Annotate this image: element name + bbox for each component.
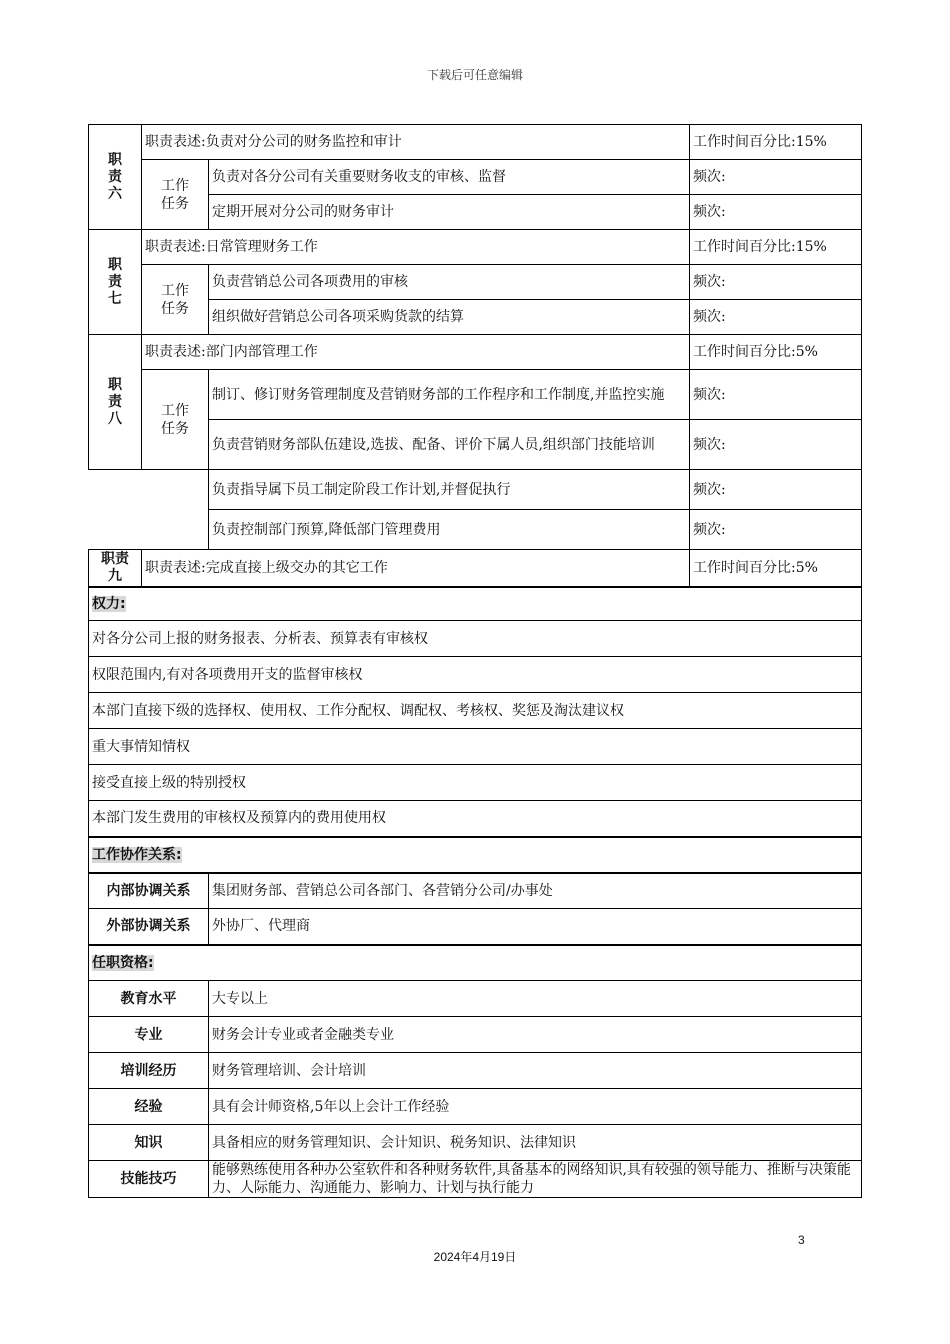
task-frequency: 频次: bbox=[690, 510, 862, 550]
page-header: 下载后可任意编辑 bbox=[426, 68, 523, 82]
education-label: 教育水平 bbox=[89, 981, 209, 1017]
skills-value: 能够熟练使用各种办公室软件和各种财务软件,具备基本的网络知识,具有较强的领导能力、推断与决策能力、人际能力、沟通能力、影响力、计划与执行能力 bbox=[209, 1161, 862, 1198]
duty-eight-label: 职 责 八 bbox=[89, 335, 142, 470]
job-description-table bbox=[88, 124, 862, 1198]
training-value: 财务管理培训、会计培训 bbox=[209, 1053, 862, 1089]
cooperation-title: 工作协作关系: bbox=[89, 837, 862, 873]
major-label: 专业 bbox=[89, 1017, 209, 1053]
task-frequency: 频次: bbox=[690, 420, 862, 470]
task-text: 负责控制部门预算,降低部门管理费用 bbox=[209, 510, 690, 550]
task-text: 制订、修订财务管理制度及营销财务部的工作程序和工作制度,并监控实施 bbox=[209, 370, 690, 420]
knowledge-label: 知识 bbox=[89, 1125, 209, 1161]
training-label: 培训经历 bbox=[89, 1053, 209, 1089]
knowledge-value: 具备相应的财务管理知识、会计知识、税务知识、法律知识 bbox=[209, 1125, 862, 1161]
education-value: 大专以上 bbox=[209, 981, 862, 1017]
task-label: 工作 任务 bbox=[142, 370, 209, 470]
task-label: 工作 任务 bbox=[142, 265, 209, 335]
task-text: 负责对各分公司有关重要财务收支的审核、监督 bbox=[209, 160, 690, 195]
duty-summary: 职责表述:日常管理财务工作 bbox=[142, 230, 690, 265]
authority-item: 接受直接上级的特别授权 bbox=[89, 765, 862, 801]
duty-six-label: 职 责 六 bbox=[89, 125, 142, 230]
duty-seven-label: 职 责 七 bbox=[89, 230, 142, 335]
experience-value: 具有会计师资格,5年以上会计工作经验 bbox=[209, 1089, 862, 1125]
blank-cell bbox=[89, 510, 142, 550]
duty-six-summary-row bbox=[89, 125, 862, 160]
duty-summary: 职责表述:部门内部管理工作 bbox=[142, 335, 690, 370]
blank-cell bbox=[142, 470, 209, 510]
duty-summary: 职责表述:负责对分公司的财务监控和审计 bbox=[142, 125, 690, 160]
task-text: 定期开展对分公司的财务审计 bbox=[209, 195, 690, 230]
external-relation-label: 外部协调关系 bbox=[89, 909, 209, 945]
experience-label: 经验 bbox=[89, 1089, 209, 1125]
blank-cell bbox=[89, 470, 142, 510]
duty-nine-label: 职责 九 bbox=[89, 550, 142, 587]
authority-item: 权限范围内,有对各项费用开支的监督审核权 bbox=[89, 657, 862, 693]
authority-item: 重大事情知情权 bbox=[89, 729, 862, 765]
task-frequency: 频次: bbox=[690, 265, 862, 300]
task-frequency: 频次: bbox=[690, 300, 862, 335]
task-frequency: 频次: bbox=[690, 470, 862, 510]
authority-title: 权力: bbox=[89, 587, 862, 621]
task-text: 负责指导属下员工制定阶段工作计划,并督促执行 bbox=[209, 470, 690, 510]
task-text: 组织做好营销总公司各项采购货款的结算 bbox=[209, 300, 690, 335]
time-percent: 工作时间百分比:5% bbox=[690, 550, 862, 587]
task-frequency: 频次: bbox=[690, 370, 862, 420]
skills-label: 技能技巧 bbox=[89, 1161, 209, 1198]
internal-relation-value: 集团财务部、营销总公司各部门、各营销分公司/办事处 bbox=[209, 873, 862, 909]
internal-relation-label: 内部协调关系 bbox=[89, 873, 209, 909]
major-value: 财务会计专业或者金融类专业 bbox=[209, 1017, 862, 1053]
task-frequency: 频次: bbox=[690, 160, 862, 195]
task-text: 负责营销总公司各项费用的审核 bbox=[209, 265, 690, 300]
qualifications-title: 任职资格: bbox=[89, 945, 862, 981]
time-percent: 工作时间百分比:15% bbox=[690, 230, 862, 265]
time-percent: 工作时间百分比:5% bbox=[690, 335, 862, 370]
authority-item: 本部门发生费用的审核权及预算内的费用使用权 bbox=[89, 801, 862, 837]
task-label: 工作 任务 bbox=[142, 160, 209, 230]
page-number: 3 bbox=[798, 1233, 805, 1247]
footer-date: 2024年4月19日 bbox=[433, 1250, 517, 1264]
task-frequency: 频次: bbox=[690, 195, 862, 230]
duty-summary: 职责表述:完成直接上级交办的其它工作 bbox=[142, 550, 690, 587]
authority-item: 对各分公司上报的财务报表、分析表、预算表有审核权 bbox=[89, 621, 862, 657]
authority-item: 本部门直接下级的选择权、使用权、工作分配权、调配权、考核权、奖惩及淘汰建议权 bbox=[89, 693, 862, 729]
time-percent: 工作时间百分比:15% bbox=[690, 125, 862, 160]
external-relation-value: 外协厂、代理商 bbox=[209, 909, 862, 945]
task-text: 负责营销财务部队伍建设,选拔、配备、评价下属人员,组织部门技能培训 bbox=[209, 420, 690, 470]
blank-cell bbox=[142, 510, 209, 550]
